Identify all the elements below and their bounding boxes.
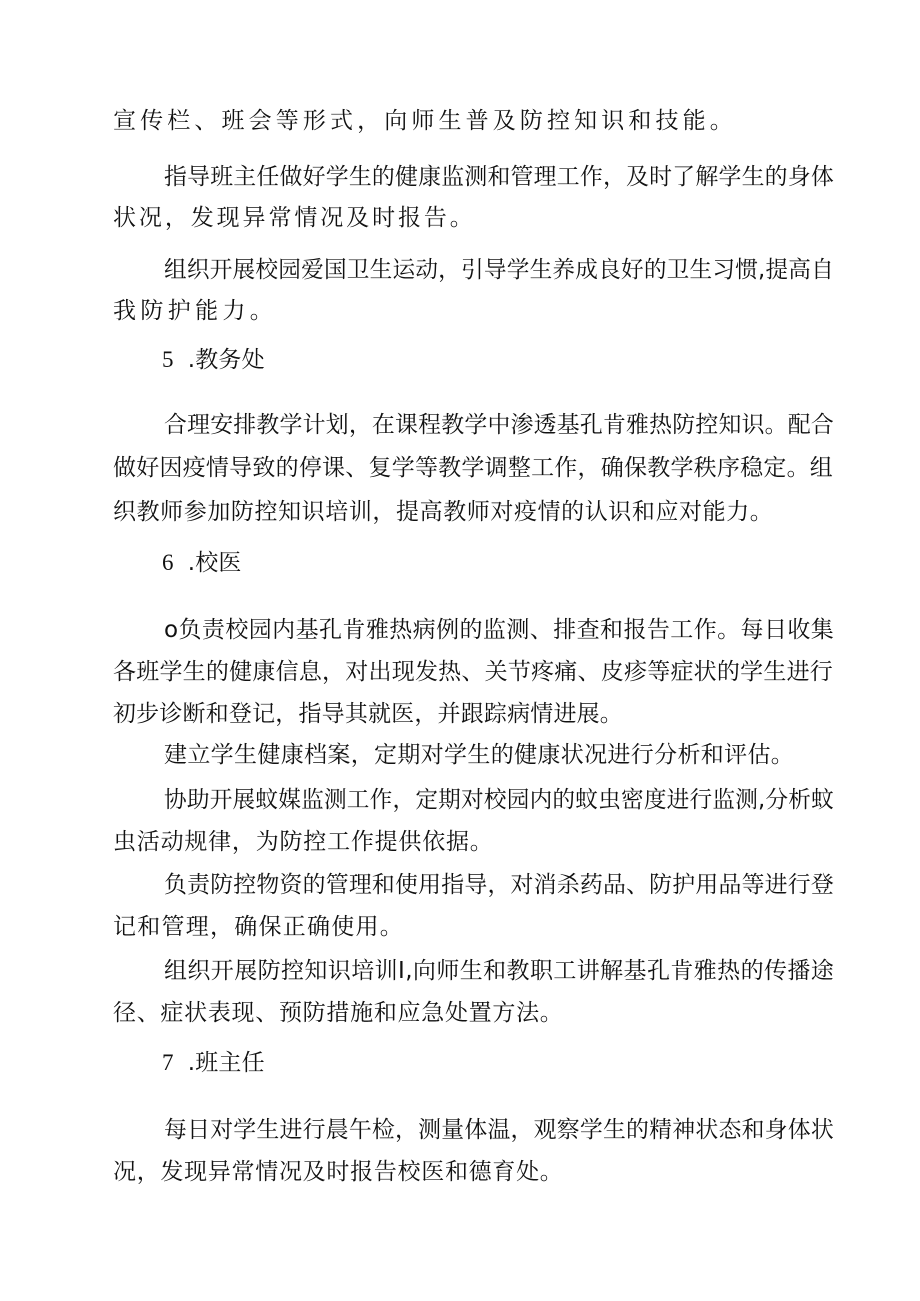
text-line: 径、症状表现、预防措施和应急处置方法。 <box>113 1000 564 1026</box>
text-line: 记和管理，确保正确使用。 <box>113 914 405 940</box>
text-line: 初步诊断和登记，指导其就医，并跟踪病情进展。 <box>113 701 623 727</box>
text-line: 做好因疫情导致的停课、复学等教学调整工作，确保教学秩序稳定。组 <box>113 455 834 481</box>
text-line: 合理安排教学计划，在课程教学中渗透基孔肯雅热防控知识。配合 <box>164 412 834 438</box>
text-line: 组织开展防控知识培训I,向师生和教职工讲解基孔肯雅热的传播途 <box>164 958 835 984</box>
text-line: 况，发现异常情况及时报告校医和德育处。 <box>113 1159 564 1185</box>
text-line: 织教师参加防控知识培训，提高教师对疫情的认识和应对能力。 <box>113 499 774 525</box>
text-line: 指导班主任做好学生的健康监测和管理工作，及时了解学生的身体 <box>164 164 834 190</box>
section-heading-6 <box>162 548 242 578</box>
section-heading-7 <box>162 1048 265 1078</box>
heading-number: 7 <box>162 1050 174 1075</box>
heading-title: .校医 <box>187 550 242 576</box>
heading-title: .班主任 <box>187 1050 265 1076</box>
text-line: 每日对学生进行晨午检，测量体温，观察学生的精神状态和身体状 <box>164 1117 834 1143</box>
heading-number: 5 <box>162 347 174 372</box>
text-line: 状况，发现异常情况及时报告。 <box>113 205 476 231</box>
text-line: 协助开展蚊媒监测工作，定期对校园内的蚊虫密度进行监测,分析蚊 <box>164 787 834 813</box>
heading-number: 6 <box>162 550 174 575</box>
text-line: 宣传栏、班会等形式，向师生普及防控知识和技能。 <box>113 108 737 134</box>
text-line: 组织开展校园爱国卫生运动，引导学生养成良好的卫生习惯,提高自 <box>164 257 834 283</box>
text-line: 建立学生健康档案，定期对学生的健康状况进行分析和评估。 <box>164 742 795 768</box>
section-heading-5 <box>162 345 265 375</box>
text-line: 负责防控物资的管理和使用指导，对消杀药品、防护用品等进行登 <box>164 872 834 898</box>
text-line: 虫活动规律，为防控工作提供依据。 <box>113 829 494 855</box>
text-line: o负责校园内基孔肯雅热病例的监测、排查和报告工作。每日收集 <box>164 617 835 643</box>
text-line: 我防护能力。 <box>113 298 278 324</box>
heading-title: .教务处 <box>187 347 265 373</box>
text-line: 各班学生的健康信息，对出现发热、关节疼痛、皮疹等症状的学生进行 <box>113 659 834 685</box>
